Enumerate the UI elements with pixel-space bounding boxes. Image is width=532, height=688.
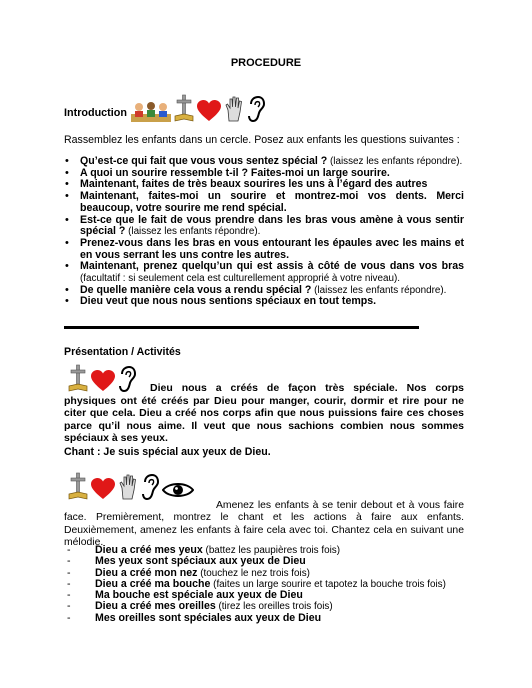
heart-icon bbox=[91, 478, 115, 500]
children-group-icon bbox=[131, 100, 171, 122]
list-item: • De quelle manière cela vous a rendu spécial ? (laissez les enfants répondre). bbox=[64, 285, 464, 297]
list-item: • Maintenant, faites-moi un sourire et montrez-moi vos dents. Merci beaucoup, votre sourire me rend spécial. bbox=[64, 191, 464, 214]
list-item: - Dieu a créé mes oreilles (tirez les oreilles trois fois) bbox=[64, 601, 464, 612]
list-item: • Qu’est-ce qui fait que vous vous sentez spécial ? (laissez les enfants répondre). bbox=[64, 156, 464, 168]
ear-icon bbox=[247, 96, 265, 122]
list-item: • A quoi un sourire ressemble t-il ? Faites-moi un large sourire. bbox=[64, 168, 464, 180]
heart-icon bbox=[197, 100, 221, 122]
intro-lead: Rassemblez les enfants dans un cercle. Posez aux enfants les questions suivantes : bbox=[64, 134, 460, 146]
eye-icon bbox=[162, 480, 194, 500]
intro-label: Introduction bbox=[64, 107, 127, 119]
chant-title: Chant : Je suis spécial aux yeux de Dieu. bbox=[64, 446, 271, 458]
cross-bible-icon bbox=[68, 472, 88, 500]
list-item: - Dieu a créé mes yeux (battez les paupières trois fois) bbox=[64, 545, 464, 556]
ear-icon bbox=[141, 474, 159, 500]
hand-icon bbox=[224, 96, 244, 122]
list-item: • Prenez-vous dans les bras en vous entourant les épaules avec les mains et en vous serrant les uns contre les autres. bbox=[64, 238, 464, 261]
intro-icons bbox=[131, 94, 265, 122]
page-title: PROCEDURE bbox=[230, 57, 302, 69]
presentation-paragraph-2: Amenez les enfants à se tenir debout et à vous faire face. Premièrement, montrez le chant et les actions à faire aux enfants. Deuxièmement, amenez les enfants à faire cela avec toi. Chantez cela en suivant une mélodie. bbox=[64, 500, 464, 549]
list-item: - Dieu a créé mon nez (touchez le nez trois fois) bbox=[64, 568, 464, 579]
list-item: - Dieu a créé ma bouche (faites un large sourire et tapotez la bouche trois fois) bbox=[64, 579, 464, 590]
song-actions-list bbox=[64, 545, 464, 624]
list-item: - Mes yeux sont spéciaux aux yeux de Dieu bbox=[64, 556, 464, 567]
intro-question-list bbox=[64, 156, 464, 308]
presentation-heading: Présentation / Activités bbox=[64, 346, 181, 358]
cross-bible-icon bbox=[174, 94, 194, 122]
list-item: - Mes oreilles sont spéciales aux yeux de Dieu bbox=[64, 613, 464, 624]
list-item: • Maintenant, faites de très beaux sourires les uns à l’égard des autres bbox=[64, 179, 464, 191]
presentation-icons-2 bbox=[68, 472, 194, 500]
list-item: - Ma bouche est spéciale aux yeux de Dieu bbox=[64, 590, 464, 601]
intro-heading-row bbox=[64, 94, 265, 122]
section-divider bbox=[64, 326, 419, 329]
list-item: • Dieu veut que nous nous sentions spéciaux en tout temps. bbox=[64, 296, 464, 308]
list-item: • Est-ce que le fait de vous prendre dans les bras vous amène à vous sentir spécial ? (laissez les enfants répondre). bbox=[64, 215, 464, 238]
hand-icon bbox=[118, 474, 138, 500]
list-item: • Maintenant, prenez quelqu’un qui est assis à côté de vous dans vos bras (facultatif : si seulement cela est culturellement approprié à votre niveau). bbox=[64, 261, 464, 284]
presentation-paragraph-1: Dieu nous a créés de façon très spéciale. Nos corps physiques ont été créés par Dieu pour manger, courir, dormir et rire pour ne citer que cela. Dieu a créé nos corps afin que nous puissions faire ces choses parce qu’il nous aime. Il veut que nous sachions combien nous sommes spéciaux à ses yeux. bbox=[64, 382, 464, 445]
